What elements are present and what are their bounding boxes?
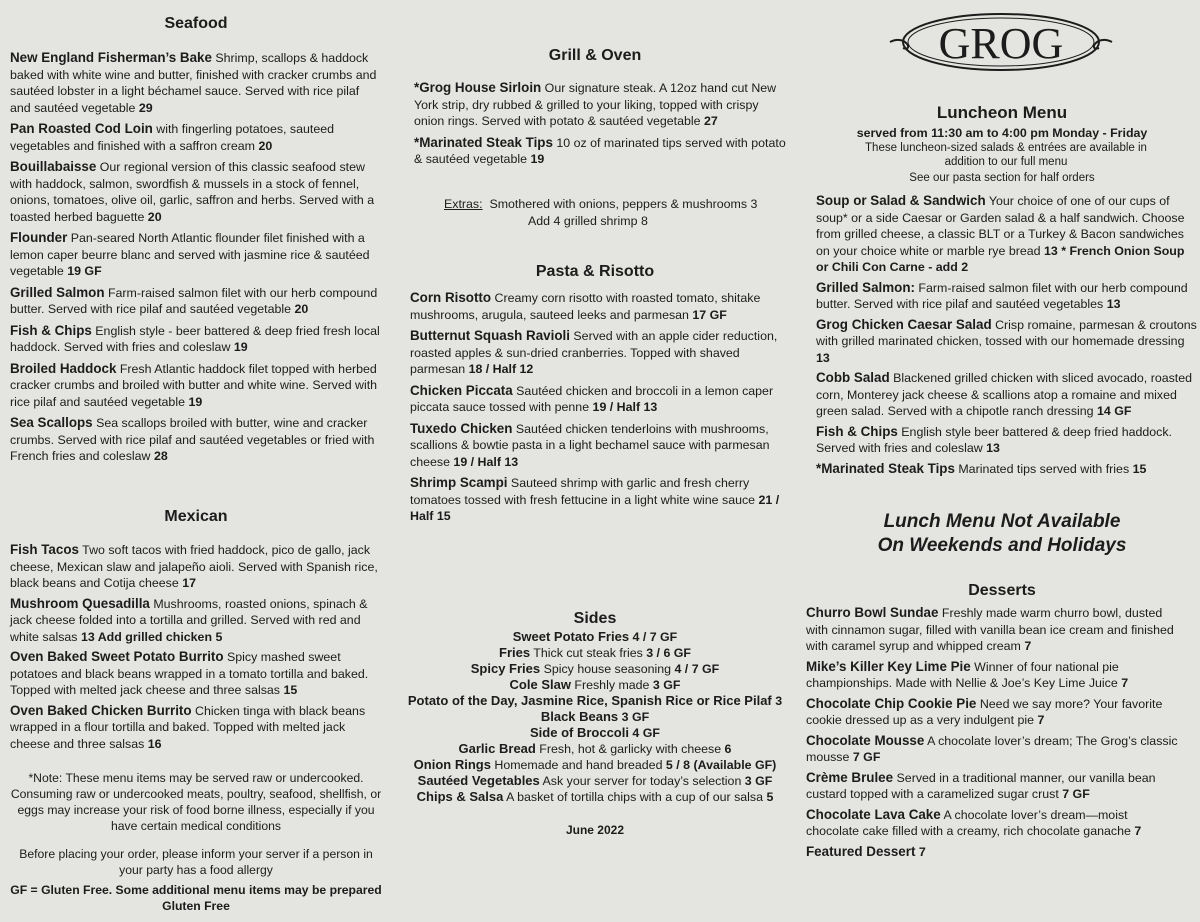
menu-item-description: Our signature steak. A 12oz hand cut New York strip, dry rubbed & grilled to your liking, topped with crispy onion rings. Served with potato & sautéed vegetable (414, 81, 777, 128)
menu-item-description: Served with an apple cider reduction, roasted apples & sun-dried cranberries. Topped with shaved parmesan (410, 329, 778, 376)
menu-item-name: Cobb Salad (816, 370, 890, 385)
menu-item (410, 421, 786, 471)
side-item-price: 6 (721, 742, 732, 756)
side-item (404, 693, 786, 709)
grill-heading: Grill & Oven (548, 47, 642, 64)
mexican-list (10, 542, 382, 756)
menu-item-description: Two soft tacos with fried haddock, pico de gallo, jack cheese, Mexican slaw and jalapeño aioli. Served with Spanish rice, black beans and Cotija cheese (10, 543, 378, 590)
menu-item-name: Oven Baked Chicken Burrito (10, 702, 192, 718)
menu-item (806, 844, 1182, 861)
pasta-heading: Pasta & Risotto (535, 263, 655, 280)
menu-item-price: 7 GF (1062, 787, 1090, 801)
logo-text: GROG (938, 19, 1064, 68)
menu-item-name: *Grog House Sirloin (414, 80, 542, 95)
menu-item (806, 807, 1182, 840)
lunch-heading: Luncheon Menu (936, 103, 1068, 122)
side-item-price: 4 / 7 GF (671, 662, 720, 676)
menu-item-description: Sautéed chicken and broccoli in a lemon caper piccata sauce tossed with penne (410, 383, 774, 414)
menu-item-name: Grilled Salmon: (816, 279, 915, 295)
side-item-name: Cole Slaw (509, 677, 571, 692)
menu-item (414, 135, 786, 168)
menu-item-price: 15 (283, 683, 298, 697)
side-item (404, 773, 786, 789)
menu-item (10, 596, 382, 646)
menu-item-price: 14 GF (1097, 404, 1132, 418)
menu-item-description: A chocolate lover’s dream—moist chocolate cake filled with a creamy, rich chocolate ganache (806, 807, 1131, 838)
side-item-name: Fries (499, 645, 531, 660)
menu-item-name: Bouillabaisse (10, 159, 97, 174)
menu-item-name: Chocolate Lava Cake (806, 806, 941, 822)
side-item-price: 4 GF (628, 726, 660, 740)
menu-item-name: Churro Bowl Sundae (806, 605, 939, 620)
side-item-name: Black Beans (540, 709, 619, 724)
menu-item (10, 323, 382, 356)
side-item-name: Sweet Potato Fries (512, 629, 630, 644)
side-item-description: Thick cut steak fries (530, 646, 643, 660)
menu-item-description: Mushrooms, roasted onions, spinach & jack cheese folded into a tortilla and grilled. Served with red and white salsas (10, 596, 368, 644)
menu-item-price: 16 (147, 736, 162, 751)
menu-item (806, 659, 1182, 692)
menu-item (816, 461, 1198, 478)
menu-item-description: Fresh Atlantic haddock filet topped with herbed cracker crumbs and broiled with butter and white wine. Served with rice pilaf and sautéed vegetable (10, 361, 378, 409)
side-item-description: A basket of tortilla chips with a cup of our salsa (503, 790, 763, 804)
menu-item-price: 21 / Half 15 (410, 492, 780, 523)
menu-item-description: Marinated tips served with fries (954, 461, 1130, 476)
menu-item-name: Mike’s Killer Key Lime Pie (806, 658, 971, 674)
side-item (404, 645, 786, 661)
menu-item (10, 159, 382, 225)
menu-item-description: Chicken tinga with black beans wrapped in a flour tortilla and baked. Topped with melted jack cheese and three salsas (10, 703, 366, 751)
menu-item-description: English style - beer battered & deep fried fresh local haddock. Served with fries and coleslaw (10, 323, 380, 354)
menu-item-description: A chocolate lover’s dream; The Grog’s classic mousse (806, 733, 1178, 764)
seafood-list (10, 50, 382, 470)
side-item-name: Potato of the Day, Jasmine Rice, Spanish Rice or Rice Pilaf (407, 693, 772, 708)
menu-item (10, 649, 382, 699)
menu-item (410, 328, 786, 378)
side-item-price: 3 / 6 GF (642, 646, 691, 660)
menu-item-description: Crisp romaine, parmesan & croutons with grilled marinated chicken, tossed with our homemade dressing (816, 317, 1197, 348)
menu-item-name: Chocolate Chip Cookie Pie (806, 695, 977, 711)
menu-item (806, 733, 1182, 766)
lunch-hours: served from 11:30 am to 4:00 pm Monday - Friday (856, 126, 1148, 140)
menu-item-description: Shrimp, scallops & haddock baked with white wine and butter, finished with cracker crumbs and sautéed lobster in a light béchamel sauce. Served with rice pilaf and sautéed vegetable (10, 51, 377, 115)
menu-item (806, 696, 1182, 729)
menu-item-description: Farm-raised salmon filet with our herb compound butter. Served with rice pilaf and sautéed vegetables (816, 280, 1188, 311)
menu-item-price: 17 (182, 576, 197, 590)
menu-item-description: Sauteed shrimp with garlic and fresh cherry tomatoes tossed with fresh fettucine in a light white wine sauce (410, 476, 756, 507)
grill-list (414, 80, 786, 173)
menu-item-name: Butternut Squash Ravioli (410, 328, 570, 343)
menu-item-name: Fish & Chips (816, 423, 898, 439)
menu-item-description: Farm-raised salmon filet with our herb compound butter. Served with rice pilaf and sautéed vegetable (10, 285, 378, 316)
mexican-heading: Mexican (164, 508, 228, 525)
seafood-heading: Seafood (164, 15, 228, 32)
menu-item-name: Fish & Chips (10, 322, 92, 338)
side-item-name: Onion Rings (413, 757, 491, 772)
menu-item-price: 20 (294, 302, 309, 316)
side-item (404, 741, 786, 757)
side-item (404, 725, 786, 741)
menu-item-price: 19 (188, 394, 203, 409)
menu-item-price: 7 (1024, 639, 1032, 653)
menu-item-description: 10 oz of marinated tips served with potato & sautéed vegetable (414, 135, 786, 166)
menu-item-price: 15 (1132, 461, 1147, 476)
side-item-price: 5 (763, 790, 774, 804)
menu-item-description: Pan-seared North Atlantic flounder filet finished with a lemon caper beurre blanc and served with jasmine rice & sautéed vegetable (10, 231, 370, 278)
menu-item-name: Grog Chicken Caesar Salad (816, 316, 992, 332)
menu-item-name: Crème Brulee (806, 769, 894, 785)
lunch-notice-line-1: Lunch Menu Not Available (883, 511, 1121, 532)
pasta-list (410, 290, 786, 530)
menu-item-price: 28 (153, 449, 168, 463)
side-item (404, 661, 786, 677)
lunch-list (816, 193, 1198, 481)
menu-item-price: 7 (918, 844, 926, 859)
menu-item-name: Flounder (10, 230, 68, 245)
side-item (404, 709, 786, 725)
menu-item-price: 19 / Half 13 (453, 454, 519, 469)
menu-item (816, 424, 1198, 457)
menu-item-name: Featured Dessert (806, 843, 916, 859)
side-item-name: Spicy Fries (470, 661, 541, 676)
menu-item (10, 285, 382, 318)
menu-item (10, 361, 382, 411)
menu-item (816, 193, 1198, 276)
menu-item-description: Winner of four national pie championships. Made with Nellie & Joe’s Key Lime Juice (806, 659, 1119, 690)
menu-item-description: Creamy corn risotto with roasted tomato, shitake mushrooms, arugula, sauteed leeks and parmesan (410, 291, 761, 322)
side-item-price: 3 GF (618, 710, 650, 724)
menu-item-price: 7 (1037, 713, 1045, 727)
lunch-note-2: See our pasta section for half orders (909, 172, 1095, 184)
menu-item-price: 13 * French Onion Soup or Chili Con Carne - add 2 (816, 243, 1185, 274)
menu-item-description: Freshly made warm churro bowl, dusted with cinnamon sugar, filled with vanilla bean ice cream and finished with caramel syrup and whipped cream (806, 606, 1174, 653)
desserts-heading: Desserts (968, 582, 1036, 599)
menu-item (410, 475, 786, 525)
menu-item-price: 18 / Half 12 (468, 362, 534, 376)
lunch-note-1: These luncheon-sized salads & entrées are available in addition to our full menu (865, 142, 1147, 168)
lunch-notice-line-2: On Weekends and Holidays (877, 535, 1127, 556)
sides-heading: Sides (573, 610, 617, 627)
menu-item-description: Sautéed chicken tenderloins with mushrooms, scallions & bowtie pasta in a light bechamel sauce with parmesan cheese (410, 421, 770, 469)
menu-item (10, 230, 382, 280)
gluten-free-note: GF = Gluten Free. Some additional menu items may be prepared Gluten Free (10, 883, 382, 913)
menu-item-name: Sea Scallops (10, 415, 93, 430)
menu-item-name: Grilled Salmon (10, 284, 105, 300)
side-item (404, 757, 786, 773)
menu-item (10, 415, 382, 465)
menu-item-description: Spicy mashed sweet potatoes and black beans wrapped in a tomato tortilla and baked. Topped with melted jack cheese and three salsas (10, 650, 369, 697)
menu-item-name: Fish Tacos (10, 542, 79, 557)
menu-item-price: 7 (1134, 824, 1142, 838)
menu-item-price: 29 (138, 100, 153, 115)
side-item-description: Freshly made (570, 678, 650, 692)
menu-item-price: 13 (1106, 297, 1121, 311)
allergy-note: Before placing your order, please inform your server if a person in your party has a food allergy (19, 847, 373, 877)
menu-item-name: Soup or Salad & Sandwich (816, 193, 986, 208)
sides-list (404, 629, 786, 805)
menu-item-name: Chicken Piccata (410, 382, 513, 398)
menu-item-description: English style beer battered & deep fried haddock. Served with fries and coleslaw (816, 424, 1172, 455)
menu-item-description: Sea scallops broiled with butter, wine and cracker crumbs. Served with rice pilaf and sautéed vegetables or fried with French fries and coleslaw (10, 416, 375, 463)
side-item-price: 4 / 7 GF (629, 630, 678, 644)
menu-item-name: Broiled Haddock (10, 360, 117, 376)
menu-item-price: 7 (1121, 676, 1129, 690)
menu-date: June 2022 (565, 823, 625, 837)
menu-item-name: Oven Baked Sweet Potato Burrito (10, 649, 224, 664)
side-item-price: 3 GF (649, 678, 681, 692)
menu-item-name: Tuxedo Chicken (410, 420, 513, 436)
menu-item-description: Your choice of one of our cups of soup* or a side Caesar or Garden salad & a half sandwich. Choose from grilled cheese, a classic BLT or a Turkey & Bacon sandwiches on your choice white or marble rye bread (816, 194, 1185, 258)
menu-item (414, 80, 786, 130)
extras-label: Extras: (444, 197, 483, 211)
menu-item (10, 703, 382, 753)
menu-item (816, 317, 1198, 367)
side-item-description: Fresh, hot & garlicky with cheese (535, 742, 722, 756)
menu-item-description: with fingerling potatoes, sauteed vegetables and finished with a saffron cream (10, 122, 335, 153)
menu-item-price: 13 (816, 350, 830, 365)
side-item (404, 789, 786, 805)
menu-item-name: New England Fisherman’s Bake (10, 50, 212, 65)
side-item-description: Spicy house seasoning (540, 662, 672, 676)
side-item (404, 677, 786, 693)
menu-item-description: Our regional version of this classic seafood stew with haddock, salmon, swordfish & mussels in a stock of fennel, onions, tomatoes, olive oil, garlic, saffron and herbs. Served with a toasted herbed baguette (10, 160, 375, 224)
menu-item (10, 121, 382, 154)
menu-item-name: Corn Risotto (410, 290, 492, 305)
extras-line-1: Smothered with onions, peppers & mushrooms 3 (489, 197, 758, 211)
menu-item-description: Blackened grilled chicken with sliced avocado, roasted corn, Monterey jack cheese & scallions atop a romaine and mixed green salad. Served with a chipotle ranch dressing (816, 371, 1193, 418)
menu-item-name: Chocolate Mousse (806, 732, 925, 748)
menu-item-name: Shrimp Scampi (410, 475, 508, 490)
desserts-list (806, 605, 1182, 864)
side-item-price: 3 (771, 694, 783, 708)
menu-item-price: 19 (530, 152, 545, 166)
menu-item (10, 542, 382, 592)
menu-item-price: 20 (258, 138, 273, 153)
menu-item-name: *Marinated Steak Tips (414, 134, 553, 150)
side-item-name: Sautéed Vegetables (417, 773, 540, 788)
side-item-name: Chips & Salsa (416, 789, 504, 804)
grog-logo (886, 8, 1116, 76)
menu-item-price: 20 (147, 209, 162, 224)
menu-item (410, 290, 786, 323)
menu-item-price: 27 (704, 114, 718, 128)
menu-item-price: 7 GF (852, 750, 881, 764)
menu-item-price: 13 Add grilled chicken 5 (80, 629, 223, 644)
menu-item-price: 19 GF (67, 264, 102, 278)
menu-item-price: 19 (233, 340, 248, 354)
extras-line-2: Add 4 grilled shrimp 8 (528, 213, 648, 228)
side-item-price: 3 GF (741, 774, 773, 788)
side-item-description: Ask your server for today’s selection (539, 774, 742, 788)
raw-food-note: *Note: These menu items may be served raw or undercooked. Consuming raw or undercooked meats, poultry, seafood, shellfish, or eggs may increase your risk of food borne illness, especially if you have certain medical conditions (10, 771, 382, 833)
menu-item (816, 280, 1198, 313)
menu-item-name: Mushroom Quesadilla (10, 595, 150, 611)
menu-item-description: Served in a traditional manner, our vanilla bean custard topped with a caramelized sugar crust (806, 770, 1156, 801)
menu-item-description: Need we say more? Your favorite cookie dressed up as a very indulgent pie (806, 696, 1163, 727)
side-item-price: 5 / 8 (Available GF) (662, 758, 777, 772)
menu-item (816, 370, 1198, 420)
menu-item-name: *Marinated Steak Tips (816, 460, 955, 476)
menu-item-price: 13 (986, 441, 1000, 455)
menu-item-name: Pan Roasted Cod Loin (10, 121, 153, 136)
menu-item (806, 770, 1182, 803)
side-item-description: Homemade and hand breaded (490, 758, 663, 772)
menu-item (806, 605, 1182, 655)
menu-item (410, 383, 786, 416)
menu-item (10, 50, 382, 116)
menu-item-price: 17 GF (692, 307, 727, 322)
side-item (404, 629, 786, 645)
menu-item-price: 19 / Half 13 (592, 400, 658, 414)
lunch-notice (806, 510, 1198, 558)
side-item-name: Side of Broccoli (530, 725, 629, 740)
extras-block (404, 196, 826, 229)
side-item-name: Garlic Bread (458, 741, 536, 756)
